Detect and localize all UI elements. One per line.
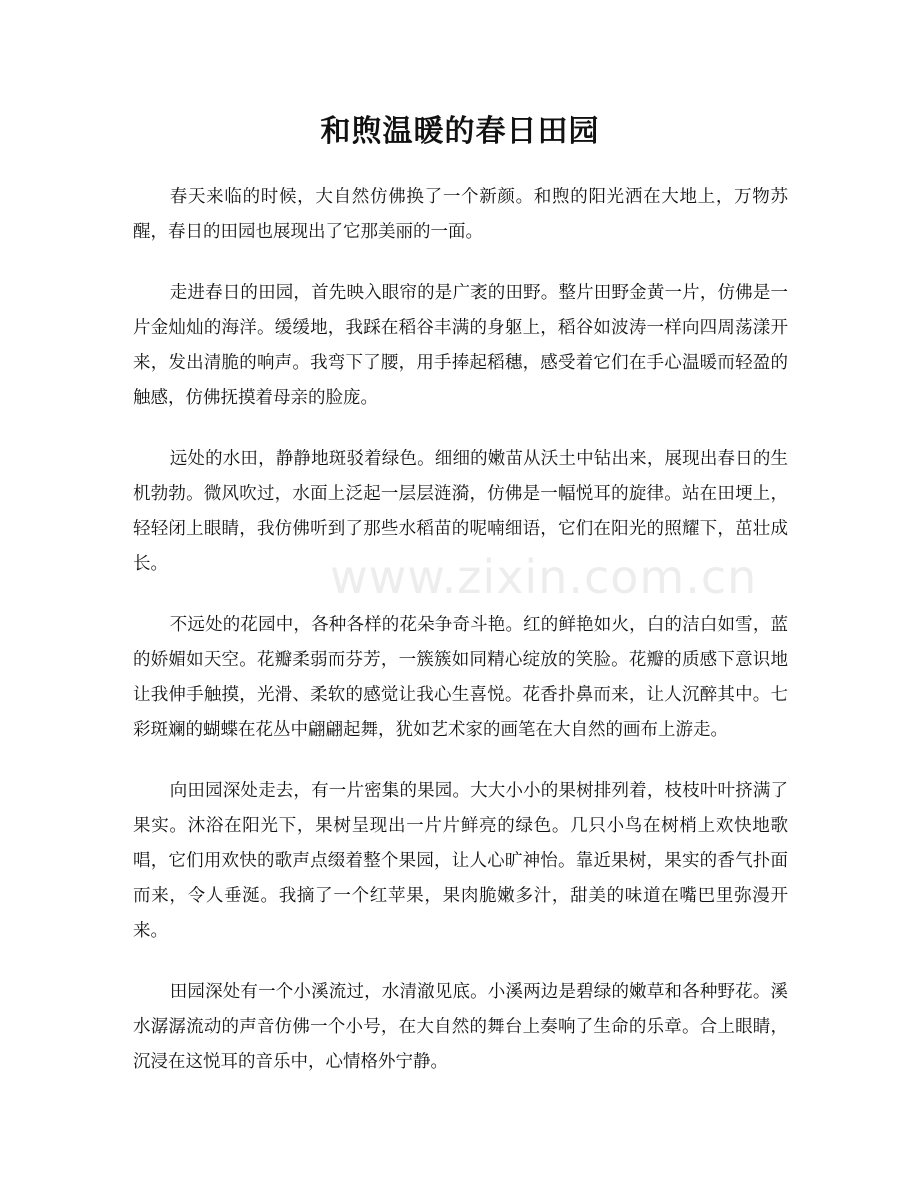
paragraph: 春天来临的时候，大自然仿佛换了一个新颜。和煦的阳光洒在大地上，万物苏醒，春日的田园也展现出了它那美丽的一面。 bbox=[133, 187, 788, 242]
paragraph: 走进春日的田园，首先映入眼帘的是广袤的田野。整片田野金黄一片，仿佛是一片金灿灿的海洋。缓缓地，我踩在稻谷丰满的身躯上，稻谷如波涛一样向四周荡漾开来，发出清脆的响声。我弯下了腰，用手捧起稻穗，感受着它们在手心温暖而轻盈的触感，仿佛抚摸着母亲的脸庞。 bbox=[133, 283, 788, 408]
paragraph: 远处的水田，静静地斑驳着绿色。细细的嫩苗从沃土中钻出来，展现出春日的生机勃勃。微风吹过，水面上泛起一层层涟漪，仿佛是一幅悦耳的旋律。站在田埂上，轻轻闭上眼睛，我仿佛听到了那些水稻苗的呢喃细语，它们在阳光的照耀下，茁壮成长。 bbox=[133, 449, 788, 574]
paragraph: 不远处的花园中，各种各样的花朵争奇斗艳。红的鲜艳如火，白的洁白如雪，蓝的娇媚如天空。花瓣柔弱而芬芳，一簇簇如同精心绽放的笑脸。花瓣的质感下意识地让我伸手触摸，光滑、柔软的感觉让我心生喜悦。花香扑鼻而来，让人沉醉其中。七彩斑斓的蝴蝶在花丛中翩翩起舞，犹如艺术家的画笔在大自然的画布上游走。 bbox=[133, 615, 788, 740]
document-title: 和煦温暖的春日田园 bbox=[320, 114, 600, 149]
watermark: www.zixin.com.cn bbox=[330, 550, 758, 604]
document-body bbox=[133, 180, 788, 1106]
paragraph: 向田园深处走去，有一片密集的果园。大大小小的果树排列着，枝枝叶叶挤满了果实。沐浴在阳光下，果树呈现出一片片鲜亮的绿色。几只小鸟在树梢上欢快地歌唱，它们用欢快的歌声点缀着整个果园，让人心旷神怡。靠近果树，果实的香气扑面而来，令人垂涎。我摘了一个红苹果，果肉脆嫩多汁，甜美的味道在嘴巴里弥漫开来。 bbox=[133, 781, 788, 941]
paragraph: 田园深处有一个小溪流过，水清澈见底。小溪两边是碧绿的嫩草和各种野花。溪水潺潺流动的声音仿佛一个小号，在大自然的舞台上奏响了生命的乐章。合上眼睛，沉浸在这悦耳的音乐中，心情格外宁静。 bbox=[133, 982, 788, 1072]
